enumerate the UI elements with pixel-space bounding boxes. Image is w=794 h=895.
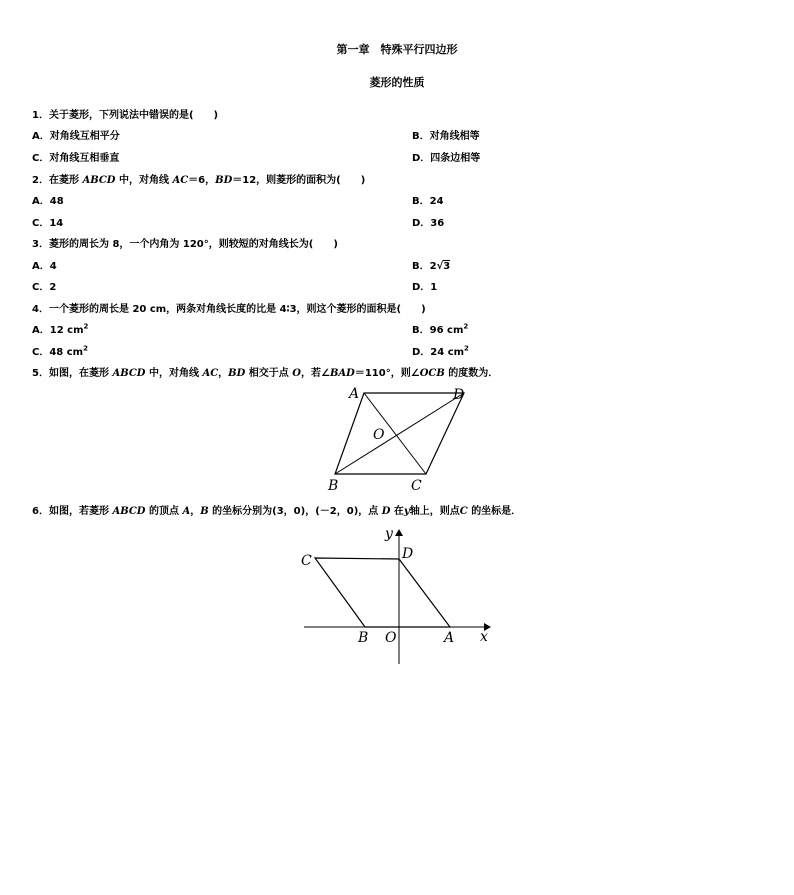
q2-ac-val: ＝6，: [188, 175, 216, 186]
q2-abcd: ABCD: [82, 175, 116, 186]
q4-option-a-sup: 2: [83, 322, 89, 331]
q6-end: 的坐标是．: [471, 506, 522, 517]
q2-stem-mid: 中，对角线: [118, 175, 169, 186]
q5-bd: BD: [228, 368, 246, 379]
q5-abcd: ABCD: [112, 368, 146, 379]
q4-option-c: [32, 343, 88, 358]
q2-option-a: A．48: [32, 196, 64, 207]
coordinate-figure: [296, 520, 501, 670]
q2-bd: BD: [215, 175, 233, 186]
q3-stem: 3．菱形的周长为 8，一个内角为 120°，则较短的对角线长为( ): [32, 239, 338, 250]
q4-option-b-sup: 2: [463, 322, 469, 331]
q3-option-c: C．2: [32, 282, 57, 293]
q6-mid1: 的顶点: [148, 506, 179, 517]
q6-abcd: ABCD: [112, 506, 146, 517]
q2-bd-val: ＝12，则菱形的面积为( ): [232, 175, 366, 186]
q6-y: y: [403, 506, 410, 517]
rhombus-figure: [320, 382, 480, 494]
q1-option-c: C．对角线互相垂直: [32, 153, 120, 164]
q3-option-b-radicand: 3: [443, 261, 451, 272]
q2-ac: AC: [172, 175, 189, 186]
q1-option-b: B．对角线相等: [412, 131, 480, 142]
label-y: y: [385, 526, 393, 542]
q3-option-b: [412, 257, 450, 272]
q6-c: C: [459, 506, 468, 517]
label-o: O: [385, 630, 397, 646]
q4-option-c-text: C．48 cm: [32, 347, 84, 358]
q4-option-d: [412, 343, 469, 358]
q5-end: 的度数为．: [448, 368, 499, 379]
q5-mid2: 相交于点: [248, 368, 289, 379]
label-b: B: [358, 630, 369, 646]
label-o: O: [373, 427, 385, 443]
q3-option-a: A．4: [32, 261, 57, 272]
q4-option-b: [412, 321, 468, 336]
q4-stem: 4．一个菱形的周长是 20 cm，两条对角线长度的比是 4∶3，则这个菱形的面积是( ): [32, 304, 426, 315]
label-c: C: [301, 553, 312, 569]
q5-mid4: ＝110°，则∠: [354, 368, 420, 379]
q6-b: B: [200, 506, 209, 517]
label-b: B: [328, 478, 339, 494]
q4-option-b-text: B．96 cm: [412, 325, 464, 336]
q4-option-c-sup: 2: [83, 344, 88, 353]
q5-ac: AC: [202, 368, 219, 379]
q5-o: O: [292, 368, 301, 379]
q2-option-d: D．36: [412, 218, 445, 229]
q3-option-b-pre: B．2: [412, 261, 437, 272]
label-a: A: [444, 630, 455, 646]
q2-option-c: C．14: [32, 218, 64, 229]
q6-stem: [32, 502, 521, 517]
q5-mid3: ，若∠: [300, 368, 330, 379]
label-d: D: [402, 546, 414, 562]
chapter-title: 第一章 特殊平行四边形: [336, 43, 458, 56]
q5-bad: BAD: [329, 368, 355, 379]
label-x: x: [480, 629, 488, 645]
rhombus-abcd: [315, 558, 450, 627]
label-d: D: [453, 387, 465, 403]
q4-option-d-text: D．24 cm: [412, 347, 465, 358]
q1-option-a: A．对角线互相平分: [32, 131, 120, 142]
q6-mid2: 的坐标分别为(3，0)，(－2，0)，点: [212, 506, 379, 517]
label-c: C: [411, 478, 422, 494]
q1-stem: 1．关于菱形，下列说法中错误的是( ): [32, 110, 219, 121]
q5-comma: ，: [218, 368, 229, 379]
q6-d: D: [381, 506, 391, 517]
q2-stem-pre: 2．在菱形: [32, 175, 79, 186]
q2-option-b: B．24: [412, 196, 444, 207]
q5-ocb: OCB: [419, 368, 445, 379]
q3-option-d: D．1: [412, 282, 438, 293]
q6-comma: ，: [190, 506, 201, 517]
q1-option-d: D．四条边相等: [412, 153, 481, 164]
q6-mid4: 轴上，则点: [409, 506, 460, 517]
q2-stem: [32, 171, 365, 186]
q4-option-a: [32, 321, 88, 336]
q5-stem-pre: 5．如图，在菱形: [32, 368, 109, 379]
q6-mid3: 在: [393, 506, 404, 517]
q5-stem-mid: 中，对角线: [148, 368, 199, 379]
label-a: A: [349, 386, 360, 402]
q4-option-d-sup: 2: [464, 344, 469, 353]
q6-a: A: [182, 506, 191, 517]
section-title: 菱形的性质: [369, 76, 425, 89]
q6-stem-pre: 6．如图，若菱形: [32, 506, 109, 517]
q4-option-a-text: A．12 cm: [32, 325, 84, 336]
q5-stem: [32, 364, 498, 379]
sqrt-symbol: √: [436, 261, 444, 272]
